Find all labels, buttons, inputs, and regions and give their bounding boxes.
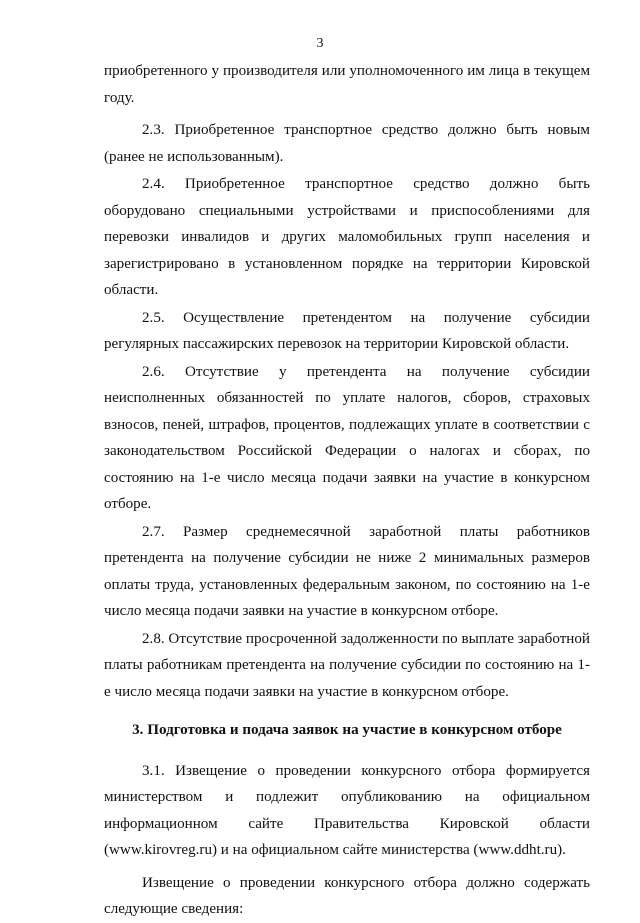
paragraph-notice-contents: Извещение о проведении конкурсного отбора должно содержать следующие сведения:: [104, 874, 590, 917]
page-number: 3: [316, 36, 324, 51]
paragraph-2-4: 2.4. Приобретенное транспортное средство должно быть оборудовано специальными устройствами и приспособлениями для перевозки инвалидов и других маломобильных групп населения и зарегистрировано в установленном порядке на территории Кировской области.: [104, 176, 590, 298]
paragraph-3-1: 3.1. Извещение о проведении конкурсного отбора формируется министерством и подлежит опубликованию на официальном информационном сайте Правительства Кировской области (www.kirovreg.ru) и на официальном сайте министерства (www.ddht.ru).: [104, 762, 590, 858]
paragraph-2-7: 2.7. Размер среднемесячной заработной платы работников претендента на получение субсидии не ниже 2 минимальных размеров оплаты труда, установленных федеральным законом, по состоянию на 1-е число месяца подачи заявки на участие в конкурсном отборе.: [104, 523, 590, 619]
paragraph-2-8: 2.8. Отсутствие просроченной задолженности по выплате заработной платы работникам претендента на получение субсидии по состоянию на 1-е число месяца подачи заявки на участие в конкурсном отборе.: [104, 630, 590, 700]
section-3-heading: 3. Подготовка и подача заявок на участие в конкурсном отборе: [132, 722, 562, 738]
paragraph-2-6: 2.6. Отсутствие у претендента на получение субсидии неисполненных обязанностей по уплате налогов, сборов, страховых взносов, пеней, штрафов, процентов, подлежащих уплате в соответствии с законодательством Российской Федерации о налогах и сборах, по состоянию на 1-е число месяца подачи заявки на участие в конкурсном отборе.: [104, 363, 590, 512]
paragraph-2-5: 2.5. Осуществление претендентом на получение субсидии регулярных пассажирских перевозок на территории Кировской области.: [104, 309, 590, 352]
paragraph-2-3: 2.3. Приобретенное транспортное средство должно быть новым (ранее не использованным).: [104, 122, 590, 165]
document-body: [104, 58, 590, 923]
paragraph-2-2-continuation: приобретенного у производителя или уполномоченного им лица в текущем году.: [104, 63, 590, 106]
